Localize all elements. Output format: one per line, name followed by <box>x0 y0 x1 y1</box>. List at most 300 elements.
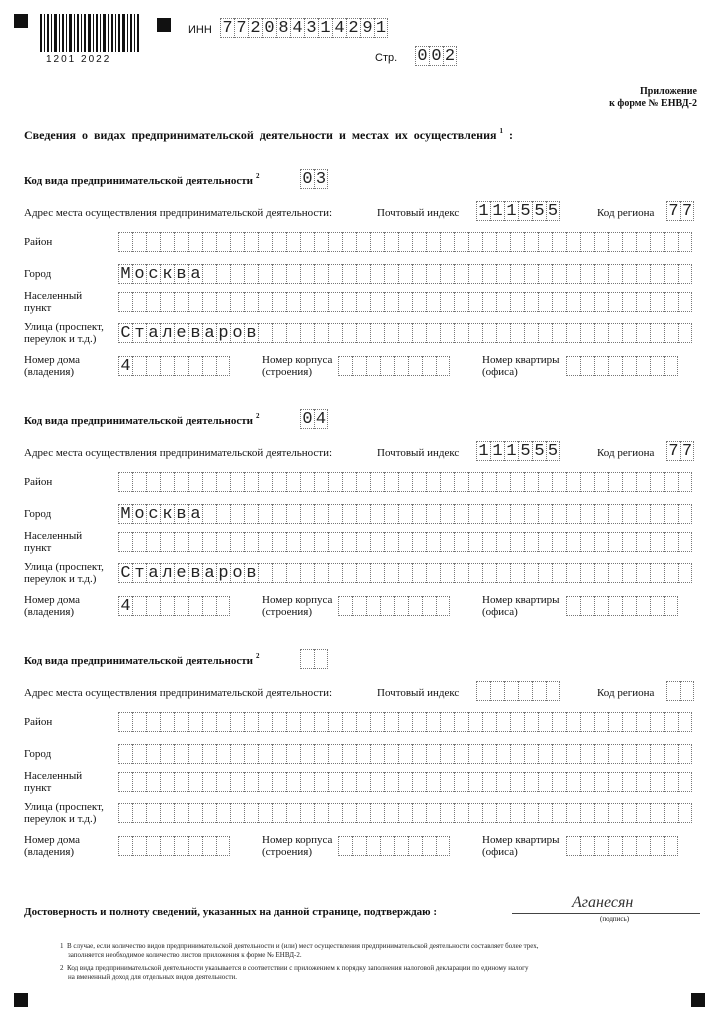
street-field-cell <box>622 803 636 823</box>
building-label-line1: Номер корпуса <box>262 354 333 366</box>
locality-field-cell <box>552 532 566 552</box>
postal-index-field-cell: 5 <box>532 201 546 221</box>
locality-field-cell <box>552 292 566 312</box>
street-field-cell <box>230 803 244 823</box>
form-title-footnote-ref: 1 <box>499 127 503 135</box>
city-field-cell <box>594 264 608 284</box>
city-field-cell <box>454 744 468 764</box>
locality-field-cell <box>524 772 538 792</box>
city-field-cell <box>244 504 258 524</box>
postal-index-field-cell: 1 <box>476 201 490 221</box>
building-number-field-cell <box>380 356 394 376</box>
building-number-field-cell <box>422 596 436 616</box>
street-field-cell <box>468 323 482 343</box>
street-field-cell <box>356 323 370 343</box>
building-number-field-cell <box>422 356 436 376</box>
city-field-cell <box>328 264 342 284</box>
postal-index-field[interactable] <box>476 441 560 461</box>
locality-field-cell <box>216 532 230 552</box>
postal-index-field-cell: 5 <box>547 442 559 461</box>
district-field-cell <box>552 472 566 492</box>
postal-index-field-cell: 1 <box>490 441 504 461</box>
city-field-cell <box>482 504 496 524</box>
street-field-cell <box>160 803 174 823</box>
building-number-field-cell <box>408 596 422 616</box>
city-field-cell <box>286 504 300 524</box>
district-field-cell <box>468 232 482 252</box>
city-label: Город <box>24 508 52 520</box>
district-field-cell <box>328 472 342 492</box>
apartment-number-field-cell <box>622 836 636 856</box>
city-field-cell <box>258 504 272 524</box>
district-field-cell <box>412 472 426 492</box>
city-field-cell <box>356 744 370 764</box>
apartment-number-field-cell <box>650 596 664 616</box>
street-field-cell <box>608 563 622 583</box>
postal-index-field-cell <box>476 681 490 701</box>
postal-index-label: Почтовый индекс <box>377 207 460 219</box>
locality-field-cell <box>370 532 384 552</box>
city-field-cell <box>300 264 314 284</box>
postal-index-field-cell: 5 <box>518 441 532 461</box>
footnote-1-text-cont: заполняется необходимое количество листов приложения к форме № ЕНВД-2. <box>68 951 302 959</box>
city-field-cell <box>678 504 692 524</box>
locality-field-cell <box>580 772 594 792</box>
street-field-cell <box>356 563 370 583</box>
inn-cell: 2 <box>346 18 360 38</box>
postal-index-field-cell: 1 <box>504 441 518 461</box>
house-label-line2: (владения) <box>24 366 75 378</box>
district-field-cell <box>594 232 608 252</box>
street-field-cell <box>398 323 412 343</box>
postal-index-field[interactable] <box>476 201 560 221</box>
locality-field-cell <box>272 292 286 312</box>
street-field[interactable] <box>118 323 692 343</box>
district-field-cell <box>622 472 636 492</box>
locality-field-cell <box>664 772 678 792</box>
city-field-cell <box>468 264 482 284</box>
city-field-cell <box>594 504 608 524</box>
apartment-number-field-cell <box>608 596 622 616</box>
postal-index-field-cell <box>504 681 518 701</box>
building-number-field-cell <box>380 836 394 856</box>
building-number-field-cell <box>366 836 380 856</box>
locality-field-cell <box>174 772 188 792</box>
district-field-cell <box>580 712 594 732</box>
district-field-cell <box>678 712 692 732</box>
district-field-cell <box>496 712 510 732</box>
district-field-cell <box>356 712 370 732</box>
apartment-number-field-cell <box>664 836 678 856</box>
city-field-cell: М <box>118 504 132 524</box>
apartment-number-field[interactable] <box>566 836 678 856</box>
city-field-cell <box>580 264 594 284</box>
locality-field-cell <box>328 532 342 552</box>
locality-field-cell <box>286 532 300 552</box>
street-field-cell <box>370 803 384 823</box>
district-field[interactable] <box>118 712 692 732</box>
locality-field-cell <box>258 532 272 552</box>
locality-field-cell <box>286 772 300 792</box>
district-field-cell <box>622 712 636 732</box>
street-field-cell <box>370 323 384 343</box>
inn-cell: 0 <box>262 18 276 38</box>
locality-field-cell <box>258 292 272 312</box>
street-field-cell: р <box>216 563 230 583</box>
district-field-cell <box>258 472 272 492</box>
city-field-cell: к <box>160 264 174 284</box>
locality-field-cell <box>482 292 496 312</box>
locality-field-cell <box>370 772 384 792</box>
locality-field-cell <box>538 292 552 312</box>
apartment-label-line2: (офиса) <box>482 366 518 378</box>
locality-field[interactable] <box>118 292 692 312</box>
city-field-cell <box>230 264 244 284</box>
street-field-cell <box>496 323 510 343</box>
form-title-colon: : <box>503 128 513 142</box>
street-field-cell <box>300 563 314 583</box>
city-field-cell <box>342 744 356 764</box>
street-field-cell: о <box>230 323 244 343</box>
district-field-cell <box>160 712 174 732</box>
building-label-line2: (строения) <box>262 366 312 378</box>
district-field-cell <box>440 712 454 732</box>
locality-field-cell <box>426 532 440 552</box>
locality-field-cell <box>174 532 188 552</box>
region-code-field[interactable] <box>666 441 694 461</box>
city-field-cell <box>496 504 510 524</box>
locality-field-cell <box>160 292 174 312</box>
city-field-cell <box>426 744 440 764</box>
building-number-field-cell <box>366 596 380 616</box>
locality-field-cell <box>188 772 202 792</box>
district-field-cell <box>468 712 482 732</box>
building-label-line2: (строения) <box>262 846 312 858</box>
street-field-cell <box>650 803 664 823</box>
street-field-cell <box>412 563 426 583</box>
street-label-line2: переулок и т.д.) <box>24 333 97 345</box>
locality-field-cell <box>454 772 468 792</box>
inn-field[interactable] <box>220 18 388 38</box>
corner-marker-bottom-left <box>14 993 28 1007</box>
locality-field-cell <box>146 772 160 792</box>
page-number-cell: 2 <box>444 47 456 66</box>
street-field-cell <box>566 803 580 823</box>
city-field-cell <box>552 504 566 524</box>
activity-code-field[interactable] <box>300 169 328 189</box>
apartment-number-field-cell <box>664 356 678 376</box>
district-field-cell <box>552 712 566 732</box>
street-field-cell: в <box>188 563 202 583</box>
house-label-line1: Номер дома <box>24 354 80 366</box>
inn-cell: 4 <box>290 18 304 38</box>
street-field[interactable] <box>118 563 692 583</box>
street-field-cell <box>580 323 594 343</box>
locality-field-cell <box>202 292 216 312</box>
locality-field-cell <box>118 292 132 312</box>
apartment-number-field-cell <box>650 356 664 376</box>
footnote-2-text: Код вида предпринимательской деятельности указывается в соответствии с приложением к порядку заполнения налоговой декларации по единому налогу <box>67 964 529 972</box>
district-field-cell <box>636 232 650 252</box>
street-field-cell <box>566 323 580 343</box>
city-field-cell <box>468 504 482 524</box>
house-number-field[interactable] <box>118 596 230 616</box>
district-field-cell <box>664 712 678 732</box>
house-label-line1: Номер дома <box>24 834 80 846</box>
district-label: Район <box>24 476 53 488</box>
district-field-cell <box>300 472 314 492</box>
street-field-cell <box>524 323 538 343</box>
district-field-cell <box>370 232 384 252</box>
street-field-cell: л <box>160 563 174 583</box>
city-field-cell <box>650 744 664 764</box>
street-field-cell <box>426 323 440 343</box>
city-field-cell <box>412 744 426 764</box>
street-field-cell <box>678 563 692 583</box>
district-field-cell <box>132 472 146 492</box>
building-number-field[interactable] <box>338 596 450 616</box>
street-field-cell <box>510 563 524 583</box>
city-field-cell <box>468 744 482 764</box>
city-field-cell <box>370 744 384 764</box>
street-field-cell: в <box>188 323 202 343</box>
district-field-cell <box>118 232 132 252</box>
district-field-cell <box>524 472 538 492</box>
locality-field-cell <box>538 532 552 552</box>
city-field-cell <box>454 504 468 524</box>
activity-code-field-cell <box>300 649 314 669</box>
house-number-field[interactable] <box>118 356 230 376</box>
locality-field[interactable] <box>118 532 692 552</box>
district-field-cell <box>538 232 552 252</box>
city-field-cell <box>524 264 538 284</box>
street-field-cell <box>440 803 454 823</box>
street-field-cell <box>272 803 286 823</box>
street-field-cell <box>216 803 230 823</box>
city-field-cell <box>286 744 300 764</box>
city-field-cell <box>244 264 258 284</box>
building-number-field[interactable] <box>338 356 450 376</box>
street-field-cell <box>244 803 258 823</box>
city-field-cell <box>216 264 230 284</box>
apartment-number-field-cell <box>636 356 650 376</box>
district-field-cell <box>328 712 342 732</box>
street-field-cell <box>524 563 538 583</box>
activity-code-field-cell: 3 <box>315 170 327 189</box>
district-field-cell <box>356 472 370 492</box>
street-field-cell <box>328 323 342 343</box>
city-field-cell <box>272 744 286 764</box>
postal-index-field-cell <box>546 681 560 701</box>
city-field-cell <box>608 504 622 524</box>
city-field-cell <box>342 264 356 284</box>
city-field-cell <box>608 744 622 764</box>
apartment-number-field-cell <box>594 596 608 616</box>
footnote-2-number: 2 <box>60 964 64 972</box>
city-field[interactable] <box>118 504 692 524</box>
corner-marker-top-left <box>14 14 28 28</box>
district-field-cell <box>496 472 510 492</box>
locality-field-cell <box>118 772 132 792</box>
street-field-cell <box>594 323 608 343</box>
street-field-cell <box>272 323 286 343</box>
apartment-number-field-cell <box>622 596 636 616</box>
apartment-number-field-cell <box>566 596 580 616</box>
building-number-field-cell <box>394 356 408 376</box>
postal-index-field-cell <box>532 681 546 701</box>
apartment-number-field-cell <box>608 356 622 376</box>
city-field-cell <box>580 744 594 764</box>
city-field-cell <box>510 264 524 284</box>
postal-index-field[interactable] <box>476 681 560 701</box>
street-field-cell: о <box>230 563 244 583</box>
appendix-line-2: к форме № ЕНВД-2 <box>609 98 697 109</box>
street-field-cell <box>300 803 314 823</box>
inn-cell: 1 <box>375 19 387 38</box>
apartment-number-field-cell <box>636 836 650 856</box>
street-field-cell <box>202 803 216 823</box>
city-field-cell <box>440 264 454 284</box>
district-field-cell <box>146 472 160 492</box>
page-number-cell: 0 <box>415 46 429 66</box>
street-field-cell <box>314 563 328 583</box>
street-field-cell <box>286 323 300 343</box>
postal-index-field-cell: 5 <box>547 202 559 221</box>
activity-code-label <box>24 412 260 428</box>
address-label: Адрес места осуществления предпринимательской деятельности: <box>24 687 333 699</box>
locality-field-cell <box>496 772 510 792</box>
city-field-cell <box>202 264 216 284</box>
apartment-number-field[interactable] <box>566 596 678 616</box>
activity-code-field[interactable] <box>300 409 328 429</box>
city-field-cell <box>286 264 300 284</box>
district-field-cell <box>426 712 440 732</box>
region-code-field-cell <box>666 681 680 701</box>
district-field-cell <box>314 472 328 492</box>
street-field[interactable] <box>118 803 692 823</box>
district-field-cell <box>342 232 356 252</box>
district-field[interactable] <box>118 232 692 252</box>
street-field-cell <box>608 323 622 343</box>
street-field-cell <box>342 803 356 823</box>
building-number-field-cell <box>436 356 450 376</box>
city-field-cell <box>384 744 398 764</box>
city-field-cell <box>636 504 650 524</box>
building-number-field-cell <box>380 596 394 616</box>
locality-field-cell <box>594 532 608 552</box>
apartment-number-field[interactable] <box>566 356 678 376</box>
inn-cell: 3 <box>304 18 318 38</box>
district-field-cell <box>622 232 636 252</box>
locality-field-cell <box>356 532 370 552</box>
locality-field-cell <box>300 772 314 792</box>
building-number-field[interactable] <box>338 836 450 856</box>
city-field[interactable] <box>118 744 692 764</box>
building-label-line2: (строения) <box>262 606 312 618</box>
district-field-cell <box>566 232 580 252</box>
district-field-cell <box>384 472 398 492</box>
district-field-cell <box>566 472 580 492</box>
city-field-cell <box>370 264 384 284</box>
street-field-cell <box>636 323 650 343</box>
house-label-line2: (владения) <box>24 846 75 858</box>
district-label: Район <box>24 716 53 728</box>
street-field-cell <box>580 803 594 823</box>
locality-field-cell <box>552 772 566 792</box>
city-field[interactable] <box>118 264 692 284</box>
locality-field-cell <box>636 292 650 312</box>
district-field-cell <box>132 712 146 732</box>
district-field-cell <box>188 712 202 732</box>
street-field-cell <box>496 563 510 583</box>
region-code-field[interactable] <box>666 201 694 221</box>
street-field-cell <box>482 323 496 343</box>
page-number-field[interactable] <box>415 46 457 66</box>
street-field-cell <box>552 803 566 823</box>
city-field-cell <box>370 504 384 524</box>
locality-field-cell <box>622 532 636 552</box>
barcode <box>40 14 140 52</box>
locality-field-cell <box>202 532 216 552</box>
postal-index-field-cell <box>518 681 532 701</box>
district-field[interactable] <box>118 472 692 492</box>
building-number-field-cell <box>352 356 366 376</box>
activity-code-field[interactable] <box>300 649 328 669</box>
street-field-cell <box>286 563 300 583</box>
city-field-cell: с <box>146 264 160 284</box>
locality-field[interactable] <box>118 772 692 792</box>
signature: Аганесян <box>572 894 634 911</box>
locality-field-cell <box>356 292 370 312</box>
activity-code-field-cell: 0 <box>300 169 314 189</box>
city-field-cell <box>384 264 398 284</box>
locality-field-cell <box>314 292 328 312</box>
district-field-cell <box>510 712 524 732</box>
city-field-cell <box>622 504 636 524</box>
city-field-cell <box>384 504 398 524</box>
locality-field-cell <box>412 292 426 312</box>
house-number-field[interactable] <box>118 836 230 856</box>
apartment-number-field-cell <box>580 356 594 376</box>
district-field-cell <box>496 232 510 252</box>
region-code-field[interactable] <box>666 681 694 701</box>
locality-field-cell <box>174 292 188 312</box>
postal-index-field-cell <box>490 681 504 701</box>
district-field-cell <box>482 232 496 252</box>
district-field-cell <box>426 472 440 492</box>
street-field-cell <box>426 803 440 823</box>
street-field-cell <box>342 323 356 343</box>
house-number-field-cell <box>188 356 202 376</box>
house-number-field-cell <box>132 356 146 376</box>
inn-cell: 7 <box>234 18 248 38</box>
city-field-cell <box>230 504 244 524</box>
city-field-cell <box>132 744 146 764</box>
apartment-number-field-cell <box>636 596 650 616</box>
street-field-cell <box>678 803 692 823</box>
house-number-field-cell <box>202 596 216 616</box>
city-field-cell <box>258 264 272 284</box>
house-number-field-cell <box>146 596 160 616</box>
locality-field-cell <box>510 532 524 552</box>
house-number-field-cell <box>202 836 216 856</box>
district-field-cell <box>398 712 412 732</box>
house-number-field-cell <box>216 356 230 376</box>
locality-label-line2: пункт <box>24 782 52 794</box>
locality-field-cell <box>510 772 524 792</box>
city-field-cell <box>412 264 426 284</box>
street-field-cell <box>132 803 146 823</box>
